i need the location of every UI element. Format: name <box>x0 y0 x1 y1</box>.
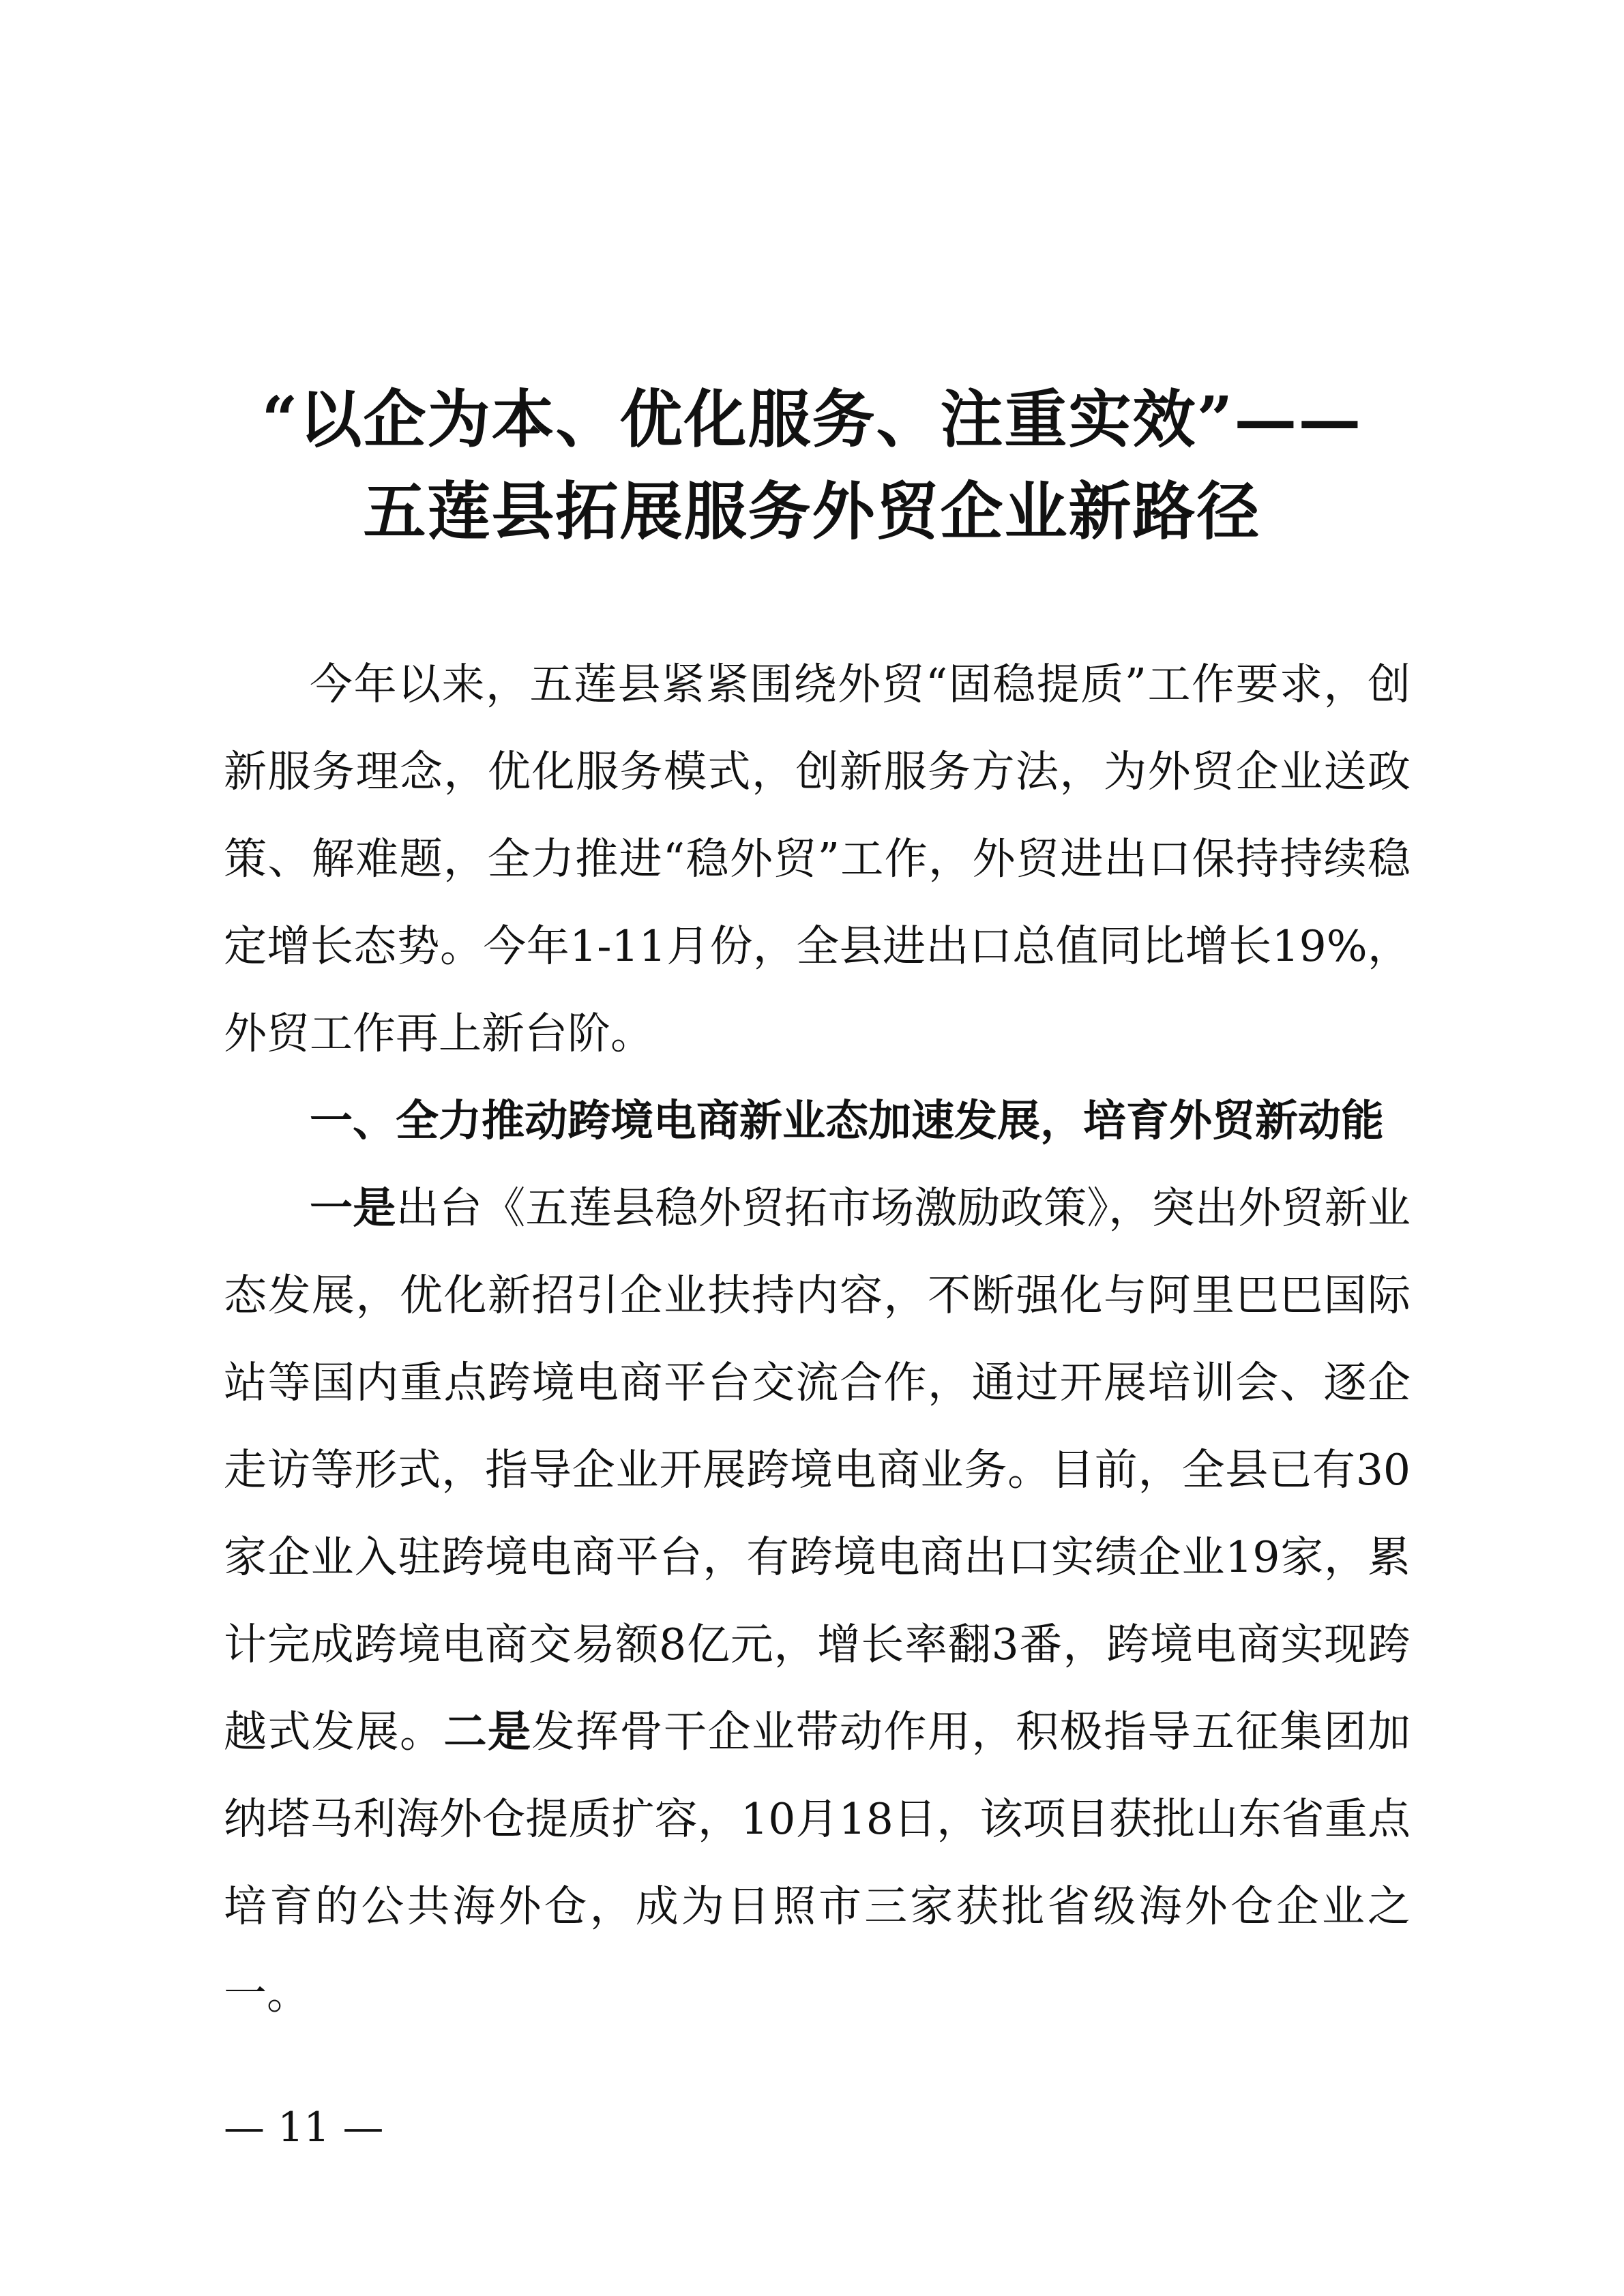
section-1-text-1: 出台《五莲县稳外贸拓市场激励政策》，突出外贸新业态发展，优化新招引企业扶持内容，不断强化与阿里巴巴国际站等国内重点跨境电商平台交流合作，通过开展培训会、逐企走访等形式，指导企业开展跨境电商业务。目前，全县已有30家企业入驻跨境电商平台，有跨境电商出口实绩企业19家，累计完成跨境电商交易额8亿元，增长率翻3番，跨境电商实现跨越式发展。 <box>224 1183 1411 1757</box>
page-number: — 11 — <box>224 2104 384 2151</box>
document-body <box>224 641 1411 2038</box>
section-1-heading: 一、全力推动跨境电商新业态加速发展，培育外贸新动能 <box>310 1096 1384 1146</box>
section-1-lead-1: 一是 <box>310 1183 396 1233</box>
document-title-line-1: “以企为本、优化服务、注重实效”—— <box>261 383 1363 456</box>
document-title-line-2: 五莲县拓展服务外贸企业新路径 <box>363 475 1261 548</box>
section-1-paragraph <box>224 1165 1411 2038</box>
intro-paragraph: 今年以来，五莲县紧紧围绕外贸“固稳提质”工作要求，创新服务理念，优化服务模式，创新服务方法，为外贸企业送政策、解难题，全力推进“稳外贸”工作，外贸进出口保持持续稳定增长态势。今年1-11月份，全县进出口总值同比增长19%，外贸工作再上新台阶。 <box>224 659 1411 1058</box>
section-1-lead-2: 二是 <box>443 1707 532 1757</box>
section-1-text-2: 发挥骨干企业带动作用，积极指导五征集团加纳塔马利海外仓提质扩容，10月18日，该项目获批山东省重点培育的公共海外仓，成为日照市三家获批省级海外仓企业之一。 <box>224 1707 1411 2018</box>
